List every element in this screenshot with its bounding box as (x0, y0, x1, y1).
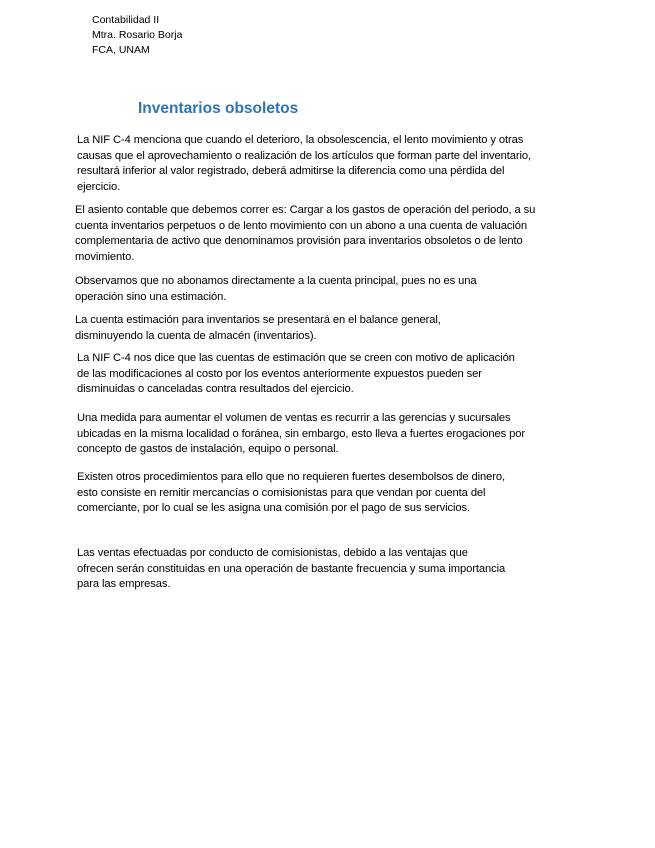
course-name: Contabilidad II (92, 14, 160, 26)
paragraph: Las ventas efectuadas por conducto de comisionistas, debido a las ventajas que ofrecen serán constituidas en una operación de bastante frecuencia y suma importancia para las empresas. (77, 547, 506, 591)
paragraph: Observamos que no abonamos directamente a la cuenta principal, pues no es una operación sino una estimación. (75, 275, 477, 303)
paragraph: La NIF C-4 nos dice que las cuentas de estimación que se creen con motivo de aplicación de las modificaciones al costo por los eventos anteriormente expuestos pueden ser disminuidas o canceladas contra resultados del ejercicio. (77, 352, 515, 396)
document-title: Inventarios obsoletos (138, 100, 299, 117)
paragraph: Una medida para aumentar el volumen de ventas es recurrir a las gerencias y sucursales ubicadas en la misma localidad o foránea, sin embargo, esto lleva a fuertes erogaciones por concepto de gastos de instalación, equipo o personal. (77, 412, 525, 456)
institution-name: FCA, UNAM (92, 44, 150, 56)
paragraph: La cuenta estimación para inventarios se presentará en el balance general, disminuyendo la cuenta de almacén (inventarios). (75, 314, 441, 342)
paragraph: El asiento contable que debemos correr es: Cargar a los gastos de operación del periodo, a su cuenta inventarios perpetuos o de lento movimiento con un abono a una cuenta de valuación complementaria de activo que denominamos provisión para inventarios obsoletos o de lento movimiento. (75, 204, 536, 263)
paragraph: Existen otros procedimientos para ello que no requieren fuertes desembolsos de dinero, esto consiste en remitir mercancías o comisionistas para que vendan por cuenta del comerciante, por lo cual se les asigna una comisión por el pago de sus servicios. (77, 471, 505, 515)
document-header (92, 13, 182, 58)
teacher-name: Mtra. Rosario Borja (92, 29, 183, 41)
paragraph: La NIF C-4 menciona que cuando el deterioro, la obsolescencia, el lento movimiento y otras causas que el aprovechamiento o realización de los artículos que forman parte del inventario, resultará inferior al valor registrado, deberá admitirse la diferencia como una pérdida del ejercicio. (77, 134, 532, 193)
